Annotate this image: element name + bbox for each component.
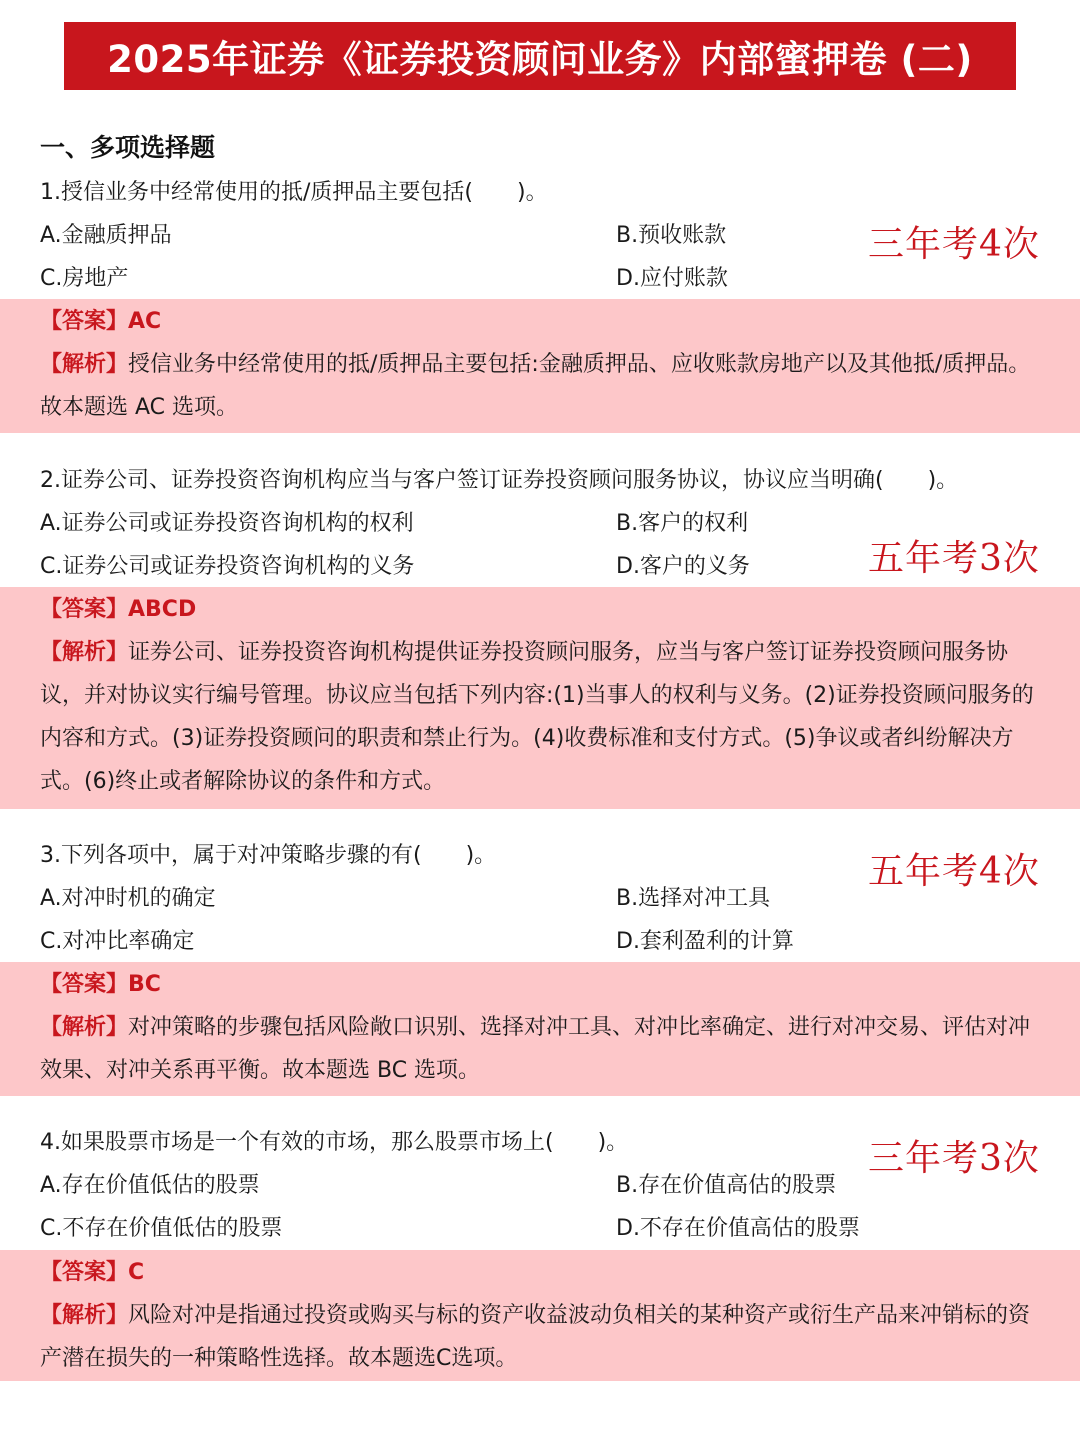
page-title: 2025年证券《证券投资顾问业务》内部蜜押卷 (二) (107, 38, 973, 81)
answer-line (40, 307, 161, 337)
answer-box-1 (0, 299, 1080, 433)
answer-box-3 (0, 962, 1080, 1096)
question-stem: 2.证券公司、证券投资咨询机构应当与客户签订证券投资顾问服务协议，协议应当明确( )。 (40, 468, 959, 493)
explanation (40, 631, 1045, 803)
answer-value: AC (128, 309, 162, 334)
option-a: A.对冲时机的确定 (40, 886, 216, 911)
answer-tag: 【答案】 (40, 309, 129, 334)
option-a: A.证券公司或证券投资咨询机构的权利 (40, 511, 414, 536)
answer-tag: 【答案】 (40, 972, 129, 997)
option-c: C.房地产 (40, 266, 129, 291)
explanation-tag: 【解析】 (40, 352, 129, 377)
option-c: C.证券公司或证券投资咨询机构的义务 (40, 554, 415, 579)
option-d: D.客户的义务 (616, 554, 750, 579)
option-b: B.预收账款 (616, 223, 727, 248)
option-c: C.不存在价值低估的股票 (40, 1216, 283, 1241)
answer-box-2 (0, 587, 1080, 809)
option-a: A.金融质押品 (40, 223, 172, 248)
explanation (40, 1294, 1045, 1380)
question-stem: 3.下列各项中，属于对冲策略步骤的有( )。 (40, 843, 497, 868)
question-stem: 4.如果股票市场是一个有效的市场，那么股票市场上( )。 (40, 1130, 629, 1155)
explanation-text: 风险对冲是指通过投资或购买与标的资产收益波动负相关的某种资产或衍生产品来冲销标的资产潜在损失的一种策略性选择。故本题选C选项。 (40, 1303, 1031, 1371)
option-d: D.套利盈利的计算 (616, 929, 794, 954)
option-d: D.不存在价值高估的股票 (616, 1216, 860, 1241)
answer-value: ABCD (128, 597, 197, 622)
explanation-tag: 【解析】 (40, 640, 129, 665)
explanation-text: 对冲策略的步骤包括风险敞口识别、选择对冲工具、对冲比率确定、进行对冲交易、评估对冲效果、对冲关系再平衡。故本题选 BC 选项。 (40, 1015, 1031, 1083)
page-title-banner (64, 22, 1016, 90)
option-d: D.应付账款 (616, 266, 728, 291)
option-b: B.客户的权利 (616, 511, 749, 536)
exam-frequency-label: 三年考3次 (868, 1138, 1040, 1179)
explanation-tag: 【解析】 (40, 1303, 129, 1328)
answer-tag: 【答案】 (40, 597, 129, 622)
explanation (40, 1006, 1045, 1092)
option-b: B.选择对冲工具 (616, 886, 771, 911)
answer-line (40, 1258, 144, 1288)
question-stem: 1.授信业务中经常使用的抵/质押品主要包括( )。 (40, 180, 548, 205)
explanation-text: 授信业务中经常使用的抵/质押品主要包括:金融质押品、应收账款房地产以及其他抵/质押品。故本题选 AC 选项。 (40, 352, 1031, 420)
answer-line (40, 970, 161, 1000)
answer-line (40, 595, 196, 625)
answer-value: BC (128, 972, 161, 997)
explanation (40, 343, 1045, 429)
exam-frequency-label: 五年考3次 (868, 538, 1040, 579)
option-b: B.存在价值高估的股票 (616, 1173, 837, 1198)
explanation-tag: 【解析】 (40, 1015, 129, 1040)
exam-frequency-label: 三年考4次 (868, 224, 1040, 265)
option-c: C.对冲比率确定 (40, 929, 195, 954)
answer-tag: 【答案】 (40, 1260, 129, 1285)
exam-frequency-label: 五年考4次 (868, 851, 1040, 892)
section-title: 一、多项选择题 (40, 133, 216, 162)
answer-value: C (128, 1260, 145, 1285)
option-a: A.存在价值低估的股票 (40, 1173, 260, 1198)
explanation-text: 证券公司、证券投资咨询机构提供证券投资顾问服务，应当与客户签订证券投资顾问服务协议，并对协议实行编号管理。协议应当包括下列内容:(1)当事人的权利与义务。(2)证券投资顾问服务的内容和方式。(3)证券投资顾问的职责和禁止行为。(4)收费标准和支付方式。(5)争议或者纠纷解决方式。(6)终止或者解除协议的条件和方式。 (40, 640, 1034, 794)
answer-box-4 (0, 1250, 1080, 1381)
